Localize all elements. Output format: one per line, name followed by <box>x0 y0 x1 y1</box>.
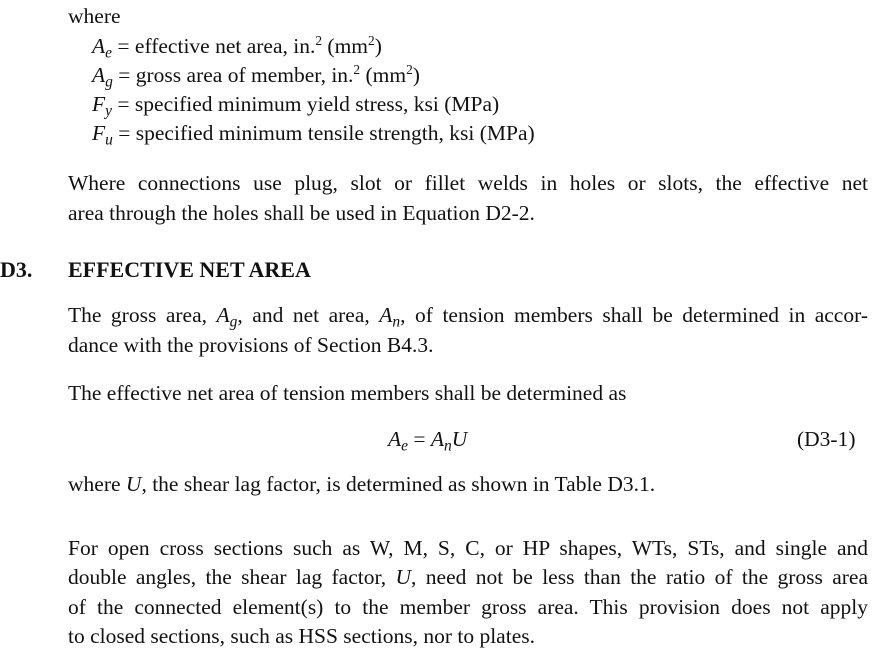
definition-ae: $A_e$ = effective net area, in.$^2$ $(mm^2)$ <box>92 33 382 62</box>
equation-number: (D3-1) <box>797 427 856 451</box>
equation-d3-1: $A_e = A_nU$ <box>388 427 468 455</box>
paragraph-welds-line2: area through the holes shall be used in Equation D2-2. <box>68 201 535 225</box>
definition-fu: $F_u$ = specified minimum tensile strength, ksi (MPa) <box>92 121 535 149</box>
paragraph-open-line4: to closed sections, such as HSS sections, nor to plates. <box>68 624 535 648</box>
paragraph-open-line2: double angles, the shear lag factor, U, need not be less than the ratio of the gross area <box>68 565 869 589</box>
paragraph-gross-line1: The gross area, $A_g$, and net area, $A_n$, of tension members shall be determined in accor- <box>68 303 868 331</box>
definition-fy: $F_y$ = specified minimum yield stress, ksi (MPa) <box>92 92 500 120</box>
section-number: D3. <box>0 257 33 282</box>
paragraph-effective: The effective net area of tension members shall be determined as <box>68 381 627 405</box>
paragraph-welds-line1: Where connections use plug, slot or fillet welds in holes or slots, the effective net <box>68 171 868 195</box>
paragraph-open-line3: of the connected element(s) to the member gross area. This provision does not apply <box>68 595 868 619</box>
definition-ag: $A_g$ = gross area of member, in.$^2$ $(mm^2)$ <box>92 62 420 91</box>
where-label: where <box>68 4 121 28</box>
paragraph-shear-lag: where U, the shear lag factor, is determined as shown in Table D3.1. <box>68 472 656 496</box>
paragraph-open-line1: For open cross sections such as W, M, S, C, or HP shapes, WTs, STs, and single and <box>68 536 868 560</box>
section-title: EFFECTIVE NET AREA <box>68 257 311 282</box>
paragraph-gross-line2: dance with the provisions of Section B4.3. <box>68 333 434 357</box>
